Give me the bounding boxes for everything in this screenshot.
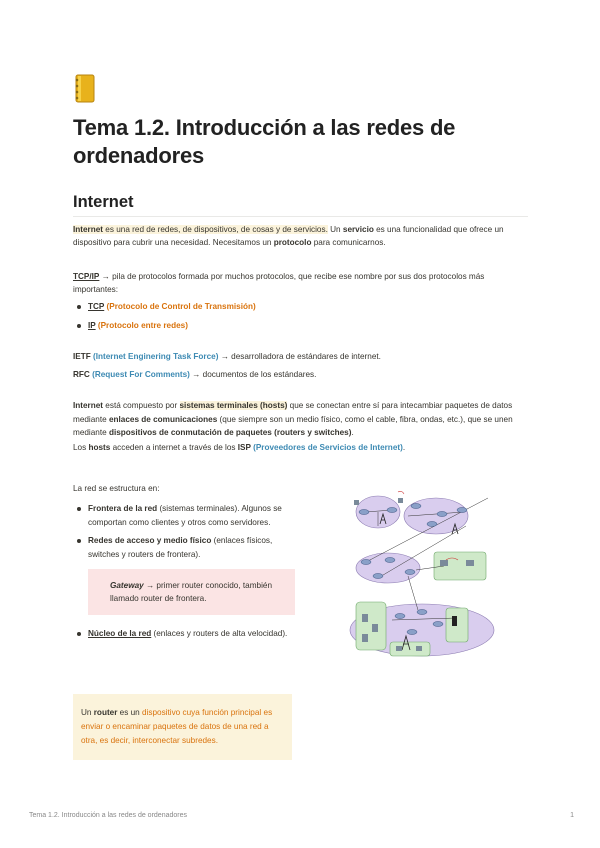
nucleo-rest: (enlaces y routers de alta velocidad). — [151, 629, 288, 639]
rfc-full: (Request For Comments) — [89, 369, 190, 379]
gateway-callout — [88, 569, 295, 615]
nucleo-bold: Núcleo de la red — [88, 629, 152, 639]
rfc-abbr: RFC — [73, 369, 90, 379]
comp-b: está compuesto por — [103, 401, 180, 411]
rfc-line — [73, 368, 528, 381]
section-heading: Internet — [73, 193, 528, 217]
gateway-bold: Gateway — [110, 581, 144, 591]
frontera-rest: (sistemas terminales). Algunos se comportan como clientes y otros como servidores. — [88, 504, 282, 527]
structure-column — [73, 482, 295, 645]
tcp-full: (Protocolo de Control de Transmisión) — [104, 301, 256, 311]
comp-h: . — [351, 428, 354, 438]
router-a: Un — [81, 708, 94, 717]
intro-internet-bold: Internet — [73, 225, 104, 234]
tcp-abbr: TCP — [88, 301, 105, 311]
composition-paragraph — [73, 399, 528, 439]
comp-d: que se conectan entre sí para intecambiar paquetes de datos mediante — [73, 401, 513, 424]
intro-servicio: servicio — [342, 225, 374, 234]
router-c: es un — [117, 708, 142, 717]
list-item — [73, 319, 528, 332]
page-number: 1 — [570, 812, 574, 819]
ip-abbr: IP — [88, 321, 96, 331]
comp-hosts: sistemas terminales (hosts) — [179, 401, 288, 411]
acceso-rest: (enlaces físicos, switches y routers de frontera). — [88, 536, 273, 559]
router-callout — [73, 694, 292, 760]
tcpip-list — [73, 300, 528, 333]
router-bold: router — [93, 708, 118, 717]
list-item — [73, 502, 295, 529]
tcpip-desc: → pila de protocolos formada por muchos protocolos, que recibe ese nombre por sus dos protocolos más importantes: — [73, 271, 485, 295]
intro-text-a: Un — [327, 225, 343, 234]
page-title: Tema 1.2. Introducción a las redes de ordenadores — [73, 115, 456, 168]
ietf-desc: → desarrolladora de estándares de internet. — [218, 352, 381, 362]
comp-enlaces: enlaces de comunicaciones — [108, 414, 218, 424]
core-list — [73, 627, 295, 640]
main-content — [73, 74, 528, 455]
structure-intro: La red se estructura en: — [73, 484, 160, 493]
list-item — [73, 627, 295, 640]
ietf-line — [73, 350, 528, 363]
hosts-bold: hosts — [88, 443, 111, 453]
hosts-isp-full: (Proveedores de Servicios de Internet) — [250, 443, 403, 453]
frontera-bold: Frontera de la red — [88, 504, 158, 514]
network-diagram-icon — [348, 490, 496, 662]
ietf-full: (Internet Enginering Task Force) — [90, 352, 219, 362]
acceso-bold: Redes de acceso y medio físico — [88, 536, 212, 546]
ietf-abbr: IETF — [73, 352, 91, 362]
tcpip-label: TCP/IP — [73, 271, 100, 281]
notebook-icon — [73, 74, 97, 104]
tcpip-paragraph — [73, 270, 528, 297]
list-item — [73, 534, 295, 561]
page-footer — [29, 812, 574, 819]
ip-full: (Protocolo entre redes) — [95, 321, 188, 331]
hosts-f: . — [402, 443, 406, 453]
router-definition: dispositivo cuya función principal es enviar o encaminar paquetes de datos de una red a otra, es decir, interconectar subredes. — [81, 708, 273, 745]
intro-protocolo: protocolo — [273, 238, 312, 248]
footer-title: Tema 1.2. Introducción a las redes de ordenadores — [29, 812, 187, 819]
hosts-isp: ISP — [237, 443, 251, 453]
hosts-a: Los — [73, 443, 89, 453]
intro-text-b: es una funcionalidad que ofrece un dispositivo para cubrir una necesidad. Necesitamos un — [73, 225, 504, 248]
comp-dispositivos: dispositivos de conmutación de paquetes (routers y switches) — [108, 428, 352, 438]
hosts-paragraph — [73, 441, 528, 454]
comp-f: (que siempre son un medio físico, como el cable, fibra, ondas, etc.), que se unen mediante — [73, 414, 513, 438]
list-item — [73, 300, 528, 313]
intro-text-c: para comunicarnos. — [311, 238, 386, 248]
gateway-rest: → primer router conocido, también llamado router de frontera. — [110, 581, 273, 604]
hosts-c: acceden a internet a través de los — [110, 443, 238, 453]
structure-list — [73, 502, 295, 561]
rfc-desc: → documentos de los estándares. — [189, 369, 317, 379]
intro-paragraph — [73, 223, 528, 250]
intro-definition: es una red de redes, de dispositivos, de cosas y de servicios. — [103, 225, 328, 234]
comp-internet: Internet — [73, 401, 104, 411]
